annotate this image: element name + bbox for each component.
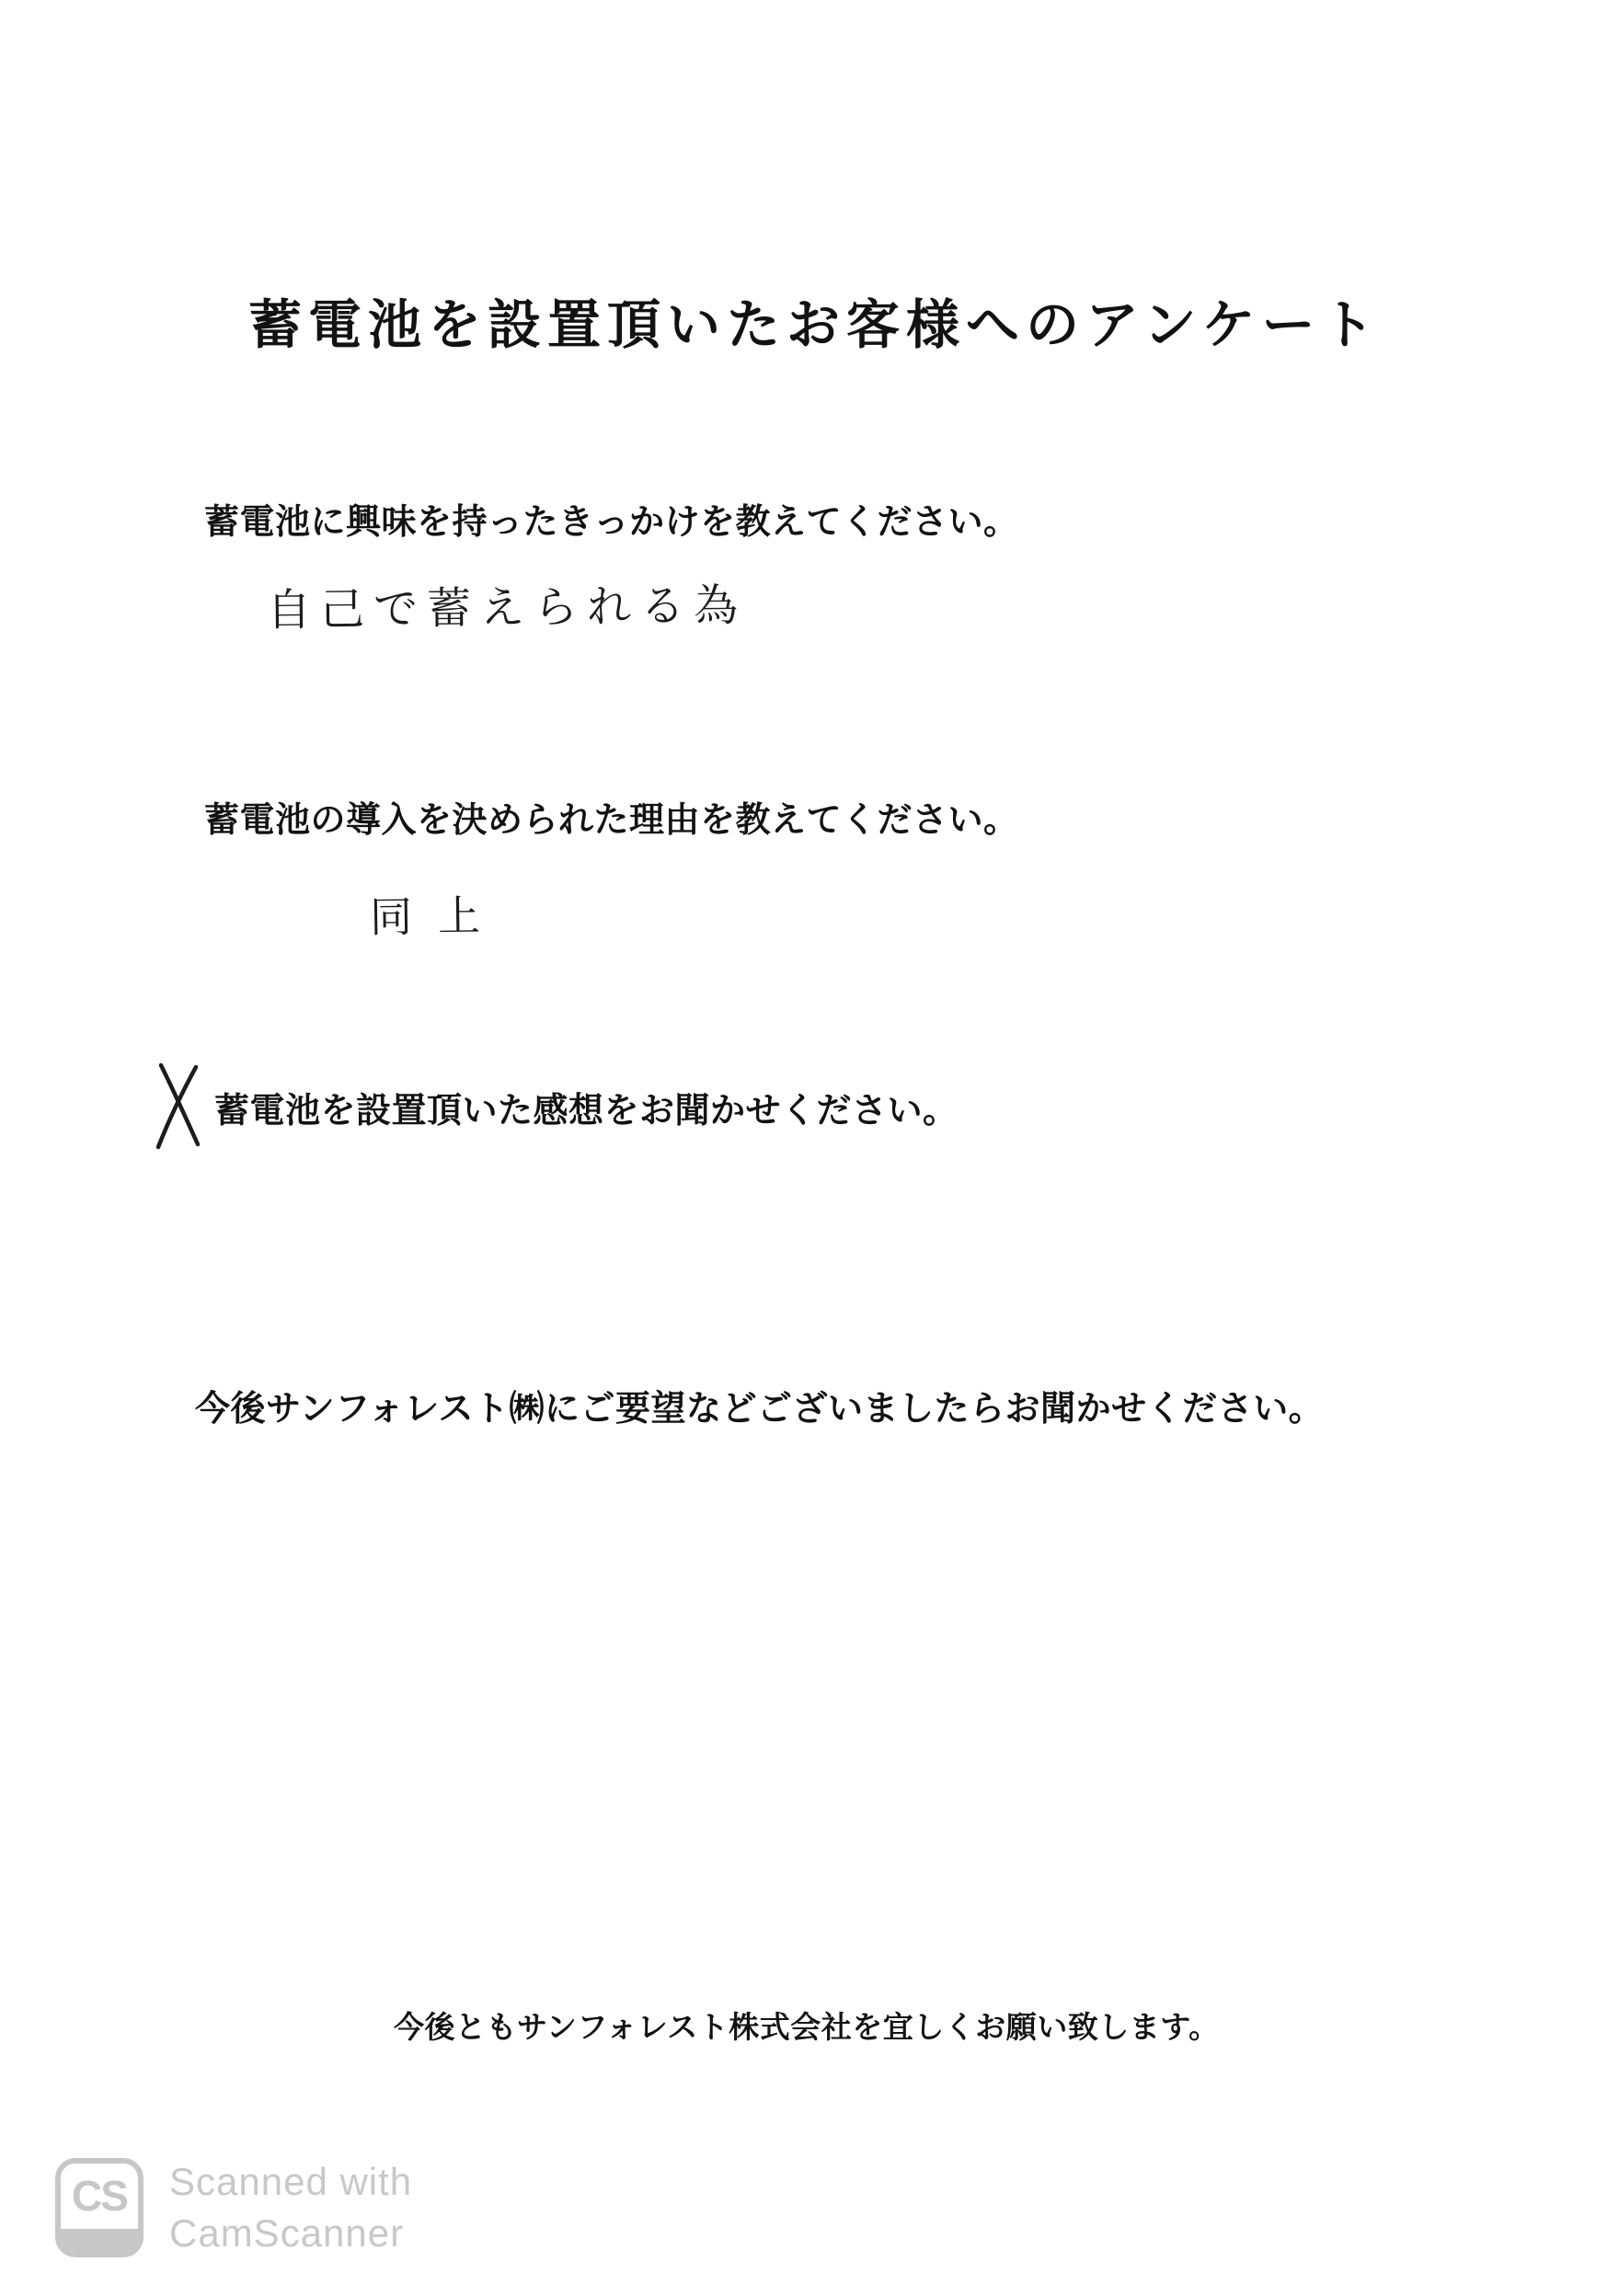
question-1-label: 蓄電池に興味を持ったきっかけを教えてください。 <box>204 503 1019 542</box>
question-4-label: 今後サンフォレスト㈱にご要望などございましたらお聞かせください。 <box>195 1390 1325 1429</box>
question-2-label: 蓄電池の導入を決められた理由を教えてください。 <box>204 801 1019 840</box>
camscanner-logo-icon <box>55 2158 144 2257</box>
camscanner-badge-letters: CS <box>72 2172 127 2220</box>
handwritten-x-mark <box>150 1060 207 1152</box>
closing-note: 今後ともサンフォレスト株式会社を宜しくお願い致します。 <box>394 2010 1220 2044</box>
watermark-line-1: Scanned with <box>169 2160 413 2203</box>
camscanner-badge-bar <box>61 2229 138 2252</box>
watermark-line-2: CamScanner <box>169 2211 405 2255</box>
question-1-handwritten-answer: 自己で蓄えられる為 <box>266 580 748 637</box>
question-2-handwritten-answer: 同上 <box>369 890 507 943</box>
page-title: 蓄電池を設置頂いたお客様へのアンケート <box>248 295 1382 355</box>
question-3-label: 蓄電池を設置頂いた感想をお聞かせください。 <box>214 1092 959 1131</box>
